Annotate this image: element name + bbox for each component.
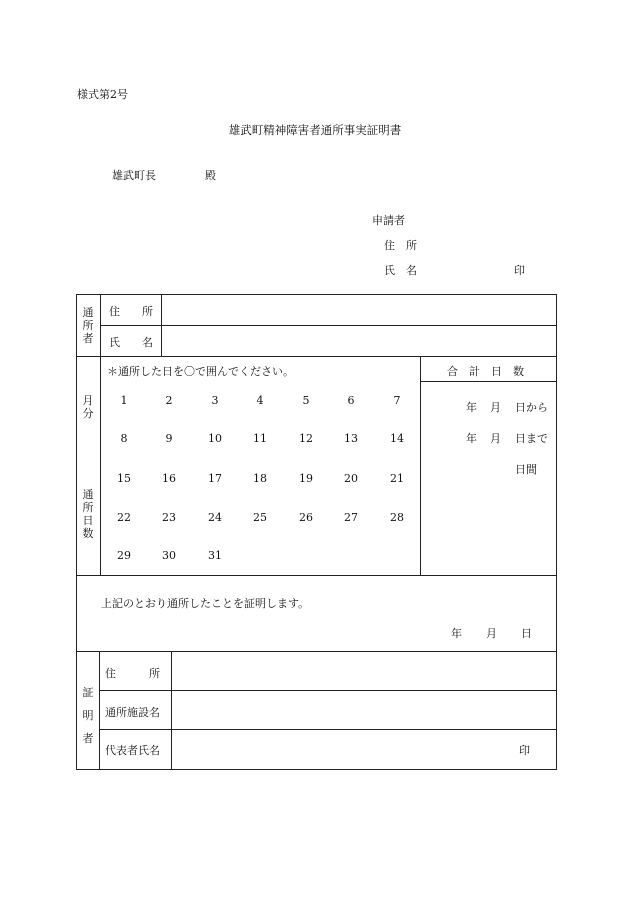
month-side-label: 月分 — [82, 394, 94, 420]
certifier-side-label: 証明者 — [82, 686, 94, 745]
col-divider — [420, 356, 421, 576]
day-number[interactable]: 30 — [162, 549, 176, 562]
certifier-facility-field[interactable] — [173, 693, 555, 727]
to-month-label: 月 — [490, 432, 501, 445]
day-number[interactable]: 9 — [165, 432, 173, 445]
addressee-name: 雄武町長 — [112, 169, 156, 182]
instruction-text: ＊通所した日を〇で囲んでください。 — [107, 365, 294, 378]
attendee-name-field[interactable] — [163, 328, 555, 354]
statement-year-label: 年 — [451, 627, 462, 640]
statement-text: 上記のとおり通所したことを証明します。 — [101, 597, 310, 610]
row-divider — [76, 575, 557, 576]
day-number[interactable]: 3 — [211, 394, 219, 407]
day-number[interactable]: 24 — [208, 511, 222, 524]
statement-day-label: 日 — [521, 627, 532, 640]
day-number[interactable]: 18 — [253, 472, 267, 485]
certifier-address-label: 住 所 — [105, 667, 160, 680]
certifier-seal: 印 — [519, 744, 530, 757]
day-number[interactable]: 17 — [208, 472, 222, 485]
day-number[interactable]: 6 — [347, 394, 355, 407]
day-number[interactable]: 10 — [208, 432, 222, 445]
applicant-heading: 申請者 — [372, 214, 405, 227]
total-days-header: 合 計 日 数 — [447, 365, 524, 378]
day-number[interactable]: 29 — [117, 549, 131, 562]
day-number[interactable]: 8 — [120, 432, 128, 445]
to-day-label: 日まで — [515, 432, 548, 445]
day-number[interactable]: 11 — [253, 432, 267, 445]
day-number[interactable]: 12 — [299, 432, 313, 445]
to-year-label: 年 — [466, 432, 477, 445]
day-number[interactable]: 31 — [208, 549, 222, 562]
from-day-label: 日から — [515, 401, 548, 414]
col-divider — [99, 651, 100, 770]
row-divider — [99, 729, 557, 730]
applicant-name-label: 氏 名 — [384, 264, 417, 277]
day-number[interactable]: 1 — [120, 394, 128, 407]
attendee-address-label: 住 所 — [109, 305, 153, 318]
day-number[interactable]: 15 — [117, 472, 131, 485]
day-number[interactable]: 25 — [253, 511, 267, 524]
certifier-facility-label: 通所施設名 — [105, 706, 160, 719]
col-divider — [171, 651, 172, 770]
day-number[interactable]: 27 — [344, 511, 358, 524]
row-divider — [76, 651, 557, 652]
form-number: 様式第2号 — [77, 88, 128, 101]
row-divider — [99, 690, 557, 691]
applicant-seal: 印 — [514, 264, 525, 277]
day-number[interactable]: 2 — [165, 394, 173, 407]
page-title: 雄武町精神障害者通所事実証明書 — [228, 123, 402, 137]
from-month-label: 月 — [490, 401, 501, 414]
statement-month-label: 月 — [486, 627, 497, 640]
attendee-name-label: 氏 名 — [109, 336, 153, 349]
day-number[interactable]: 14 — [390, 432, 404, 445]
attendee-side-label: 通所者 — [82, 306, 94, 345]
row-divider — [76, 356, 557, 357]
col-divider — [161, 294, 162, 356]
day-number[interactable]: 21 — [390, 472, 404, 485]
row-divider — [100, 325, 557, 326]
day-number[interactable]: 20 — [344, 472, 358, 485]
from-year-label: 年 — [466, 401, 477, 414]
day-number[interactable]: 16 — [162, 472, 176, 485]
attendee-address-field[interactable] — [163, 297, 555, 323]
day-number[interactable]: 13 — [344, 432, 358, 445]
day-number[interactable]: 22 — [117, 511, 131, 524]
certifier-address-field[interactable] — [173, 654, 555, 688]
day-number[interactable]: 5 — [302, 394, 310, 407]
day-number[interactable]: 23 — [162, 511, 176, 524]
applicant-address-label: 住 所 — [384, 239, 417, 252]
day-number[interactable]: 7 — [393, 394, 401, 407]
day-number[interactable]: 28 — [390, 511, 404, 524]
day-number[interactable]: 19 — [299, 472, 313, 485]
col-divider — [100, 294, 101, 576]
certifier-representative-label: 代表者氏名 — [105, 744, 160, 757]
day-number[interactable]: 4 — [256, 394, 264, 407]
days-count-label: 日間 — [515, 463, 537, 476]
days-side-label: 通所日数 — [82, 488, 94, 540]
day-number[interactable]: 26 — [299, 511, 313, 524]
addressee-honorific: 殿 — [205, 169, 216, 182]
certifier-representative-field[interactable] — [173, 732, 513, 767]
row-divider — [420, 381, 557, 382]
